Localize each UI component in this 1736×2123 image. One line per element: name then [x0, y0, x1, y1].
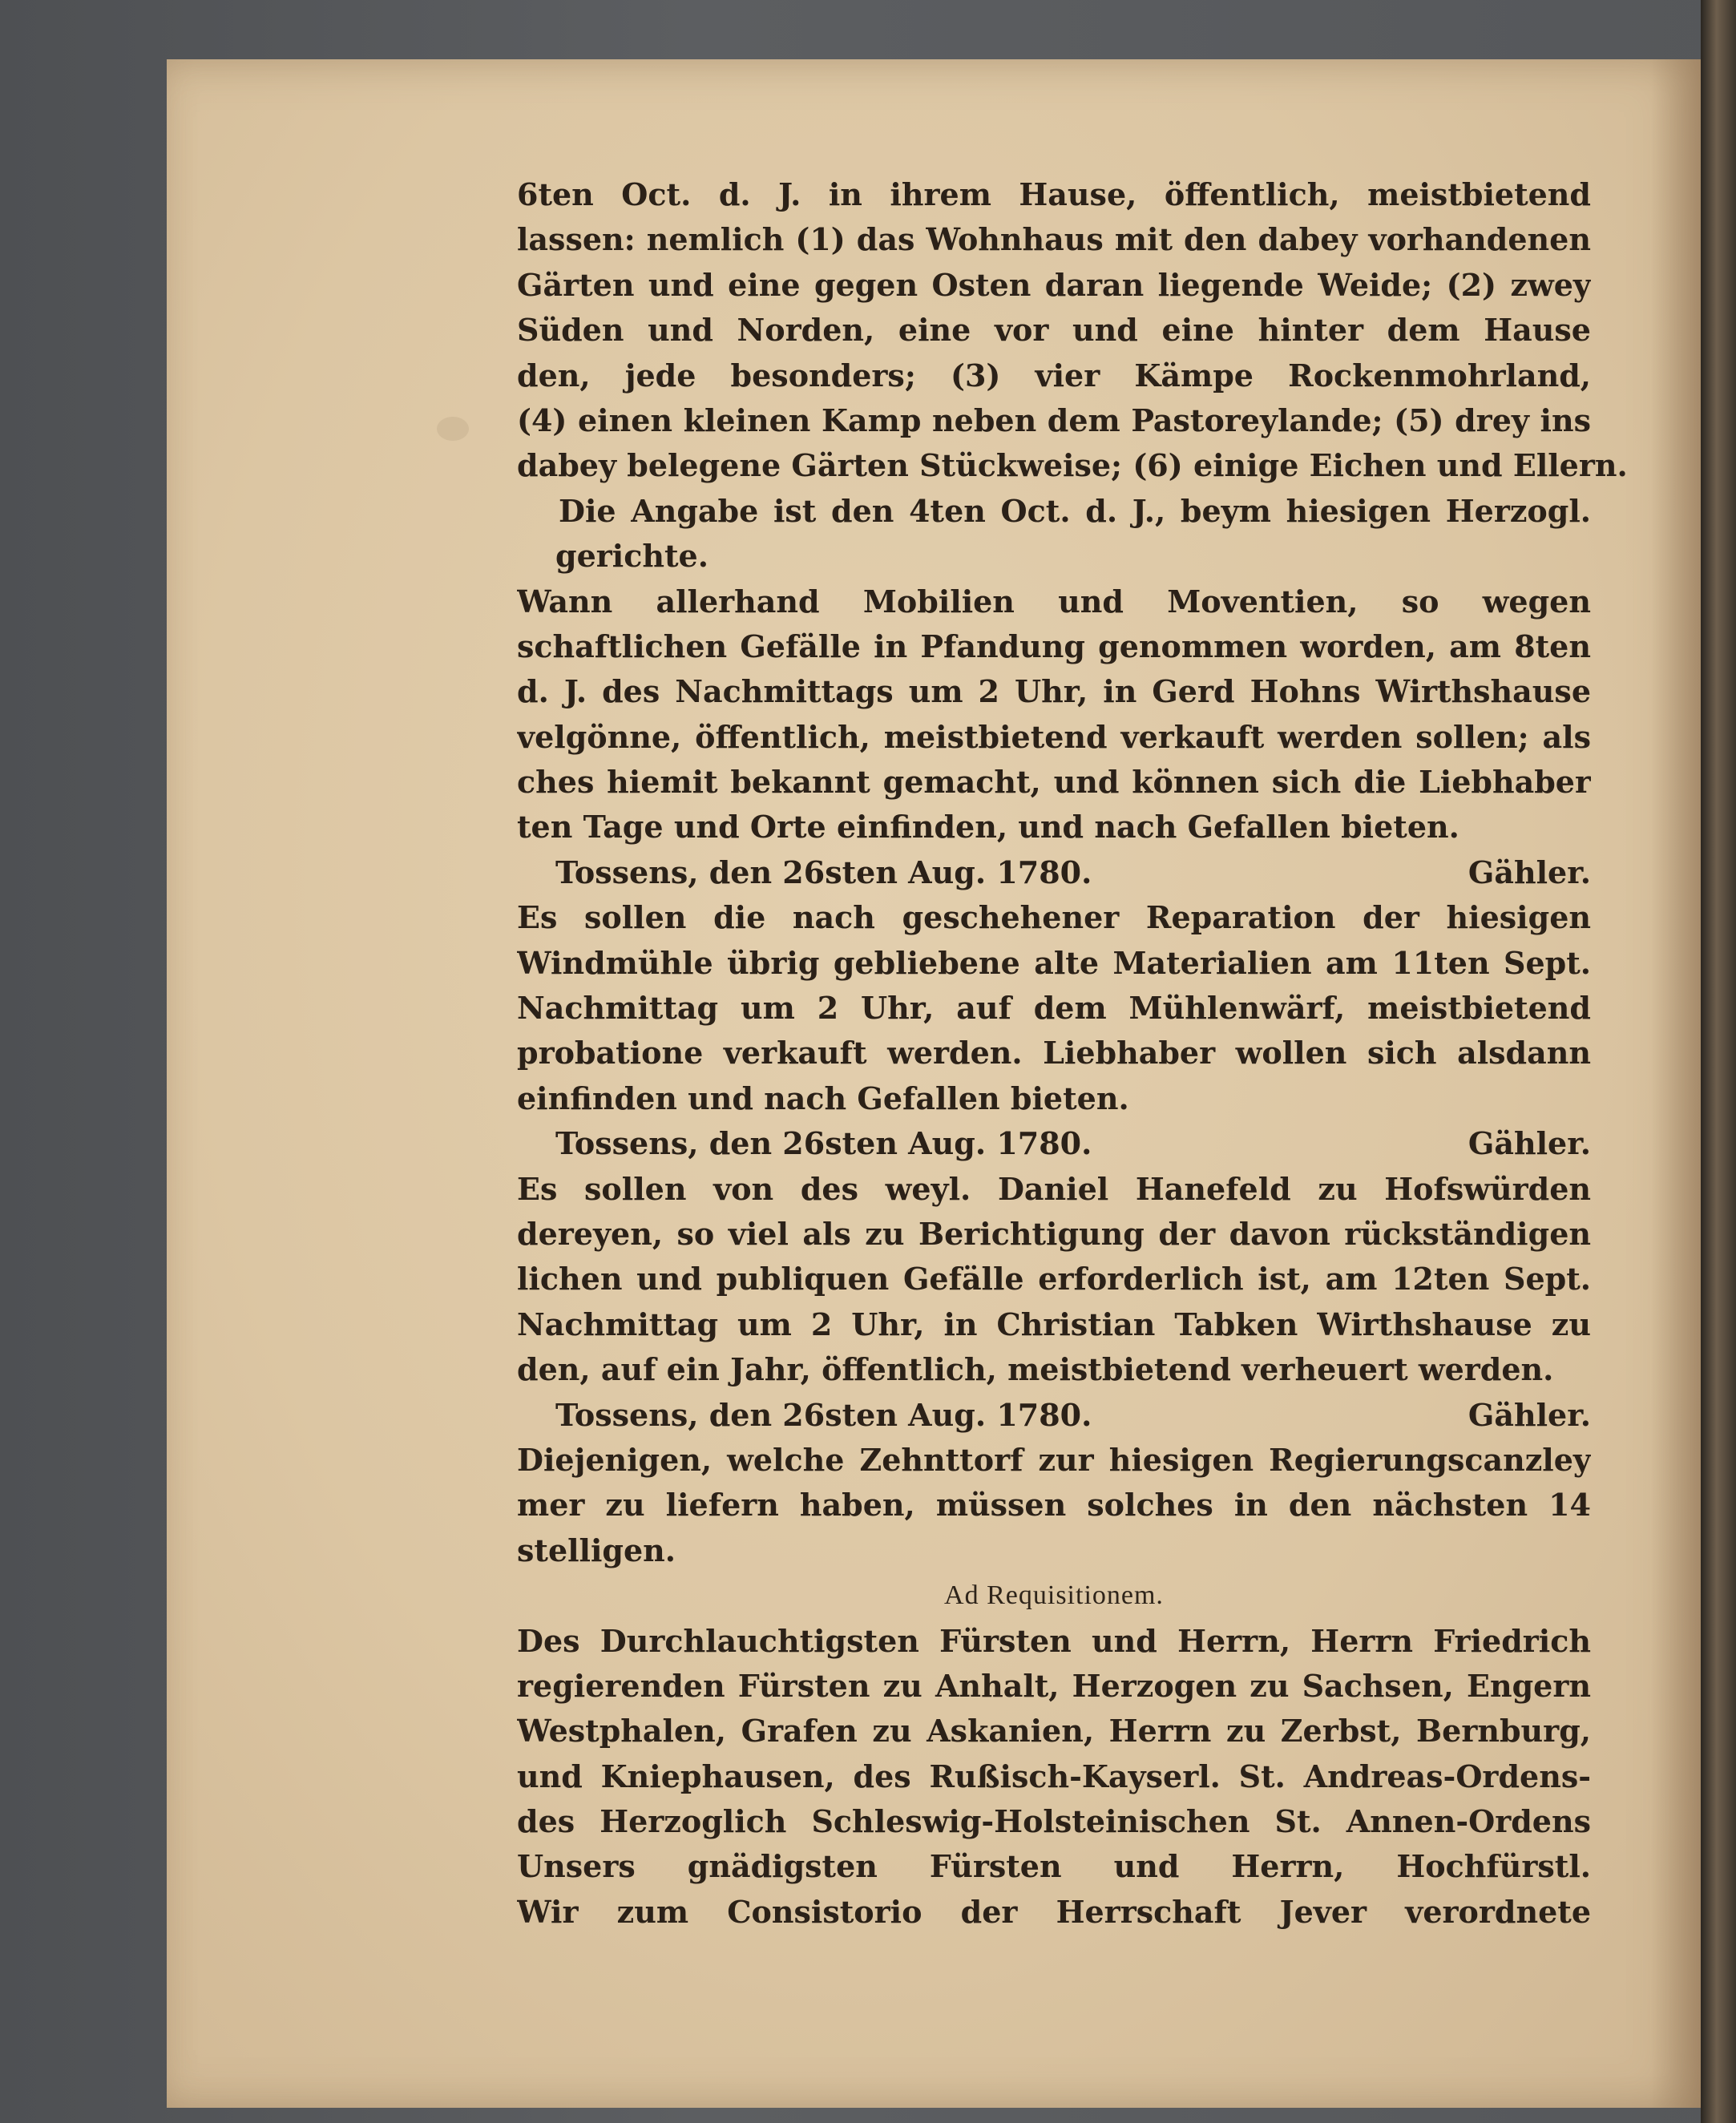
- line-text: Es sollen die nach geschehener Reparation der hiesigen: [517, 899, 1591, 936]
- line-text: Westphalen, Grafen zu Askanien, Herrn zu Zerbst, Bernburg,: [517, 1713, 1591, 1750]
- line-text: probatione verkauft werden. Liebhaber wollen sich alsdann: [517, 1035, 1591, 1072]
- text-line: [517, 1076, 1591, 1121]
- line-text: ches hiemit bekannt gemacht, und können sich die Liebhaber: [517, 764, 1591, 801]
- text-line: [517, 398, 1591, 443]
- line-text: lassen: nemlich (1) das Wohnhaus mit den dabey vorhandenen: [517, 221, 1591, 258]
- line-text: dabey belegene Gärten Stückweise; (6) einige Eichen und Ellern.: [517, 447, 1628, 484]
- line-text: den, jede besonders; (3) vier Kämpe Rockenmohrland,: [517, 357, 1591, 394]
- place-date: Tossens, den 26sten Aug. 1780.: [555, 1396, 1092, 1433]
- line-text: Diejenigen, welche Zehnttorf zur hiesigen Regierungscanzley: [517, 1441, 1591, 1478]
- text-line: [517, 1799, 1591, 1844]
- text-line: [517, 1844, 1591, 1889]
- text-line: [517, 172, 1591, 217]
- place-date: Tossens, den 26sten Aug. 1780.: [555, 854, 1092, 890]
- text-line: [517, 805, 1591, 850]
- line-text: velgönne, öffentlich, meistbietend verkauft werden sollen; als: [517, 718, 1591, 755]
- text-line: [517, 1257, 1591, 1302]
- text-line: [517, 624, 1591, 669]
- line-text: Windmühle übrig gebliebene alte Materialien am 11ten Sept.: [517, 944, 1591, 981]
- line-text: stelligen.: [517, 1532, 676, 1568]
- line-text: Es sollen von des weyl. Daniel Hanefeld zu Hofswürden: [517, 1170, 1591, 1207]
- text-line: [517, 217, 1591, 262]
- line-text: Wann allerhand Mobilien und Moventien, so wegen: [517, 583, 1591, 620]
- line-text: Süden und Norden, eine vor und eine hinter dem Hause: [517, 312, 1591, 349]
- line-text: d. J. des Nachmittags um 2 Uhr, in Gerd Hohns Wirthshause: [517, 673, 1591, 710]
- line-text: des Herzoglich Schleswig-Holsteinischen St. Annen-Ordens: [517, 1803, 1591, 1840]
- text-line: [517, 1031, 1591, 1076]
- document-text-block: [517, 172, 1628, 1935]
- line-text: Wir zum Consistorio der Herrschaft Jever verordnete: [517, 1893, 1591, 1930]
- signature: Gähler.: [1468, 1396, 1591, 1433]
- line-text: Nachmittag um 2 Uhr, auf dem Mühlenwärf, meistbietend: [517, 990, 1591, 1027]
- line-text: mer zu liefern haben, müssen solches in den nächsten 14: [517, 1487, 1591, 1524]
- line-text: lichen und publiquen Gefälle erforderlich ist, am 12ten Sept.: [517, 1261, 1591, 1298]
- text-line: [517, 1302, 1591, 1347]
- numbered-entry-line: [517, 895, 1591, 940]
- line-text: einfinden und nach Gefallen bieten.: [517, 1080, 1129, 1116]
- signature: Gähler.: [1468, 854, 1591, 890]
- text-line: [517, 760, 1591, 805]
- place-date: Tossens, den 26sten Aug. 1780.: [555, 1125, 1092, 1162]
- text-line: [517, 1483, 1591, 1528]
- numbered-entry-line: [517, 1167, 1591, 1212]
- line-text: den, auf ein Jahr, öffentlich, meistbietend verheuert werden.: [517, 1351, 1554, 1388]
- text-line: [517, 353, 1591, 398]
- paper-stain: [437, 417, 469, 441]
- indented-line: [517, 534, 1591, 579]
- signature-line: [517, 850, 1591, 895]
- indented-line: [517, 489, 1591, 534]
- text-line: [517, 669, 1591, 714]
- line-text: (4) einen kleinen Kamp neben dem Pastoreylande; (5) drey ins: [517, 402, 1591, 438]
- text-line: [517, 986, 1591, 1031]
- page-edge-shadow: [1651, 59, 1701, 2108]
- numbered-entry-line: [517, 579, 1591, 624]
- numbered-entry-line: [517, 1438, 1591, 1483]
- line-text: Unsers gnädigsten Fürsten und Herrn, Hochfürstl.: [517, 1848, 1591, 1885]
- line-text: Des Durchlauchtigsten Fürsten und Herrn, Herrn Friedrich: [517, 1622, 1591, 1659]
- line-text: ten Tage und Orte einfinden, und nach Gefallen bieten.: [517, 809, 1459, 846]
- line-text: gerichte.: [555, 538, 709, 575]
- text-line: [517, 715, 1591, 760]
- numbered-entry-line: [517, 1619, 1591, 1664]
- text-line: [517, 1890, 1591, 1935]
- text-line: [517, 1664, 1591, 1709]
- line-text: schaftlichen Gefälle in Pfandung genommen worden, am 8ten: [517, 628, 1591, 664]
- text-line: [517, 1754, 1591, 1799]
- book-spine: [1701, 0, 1736, 2123]
- text-line: [517, 941, 1591, 986]
- line-text: und Kniephausen, des Rußisch-Kayserl. St. Andreas-Ordens-: [517, 1758, 1591, 1794]
- signature-line: [517, 1393, 1591, 1438]
- text-line: [517, 1212, 1591, 1257]
- latin-heading: Ad Requisitionem.: [944, 1580, 1164, 1611]
- line-text: regierenden Fürsten zu Anhalt, Herzogen zu Sachsen, Engern: [517, 1667, 1591, 1704]
- line-text: Die Angabe ist den 4ten Oct. d. J., beym hiesigen Herzogl.: [559, 492, 1591, 529]
- line-text: Gärten und eine gegen Osten daran liegende Weide; (2) zwey: [517, 266, 1591, 303]
- line-text: dereyen, so viel als zu Berichtigung der davon rückständigen: [517, 1215, 1591, 1252]
- text-line: [517, 1347, 1591, 1392]
- line-text: 6ten Oct. d. J. in ihrem Hause, öffentlich, meistbietend: [517, 176, 1591, 212]
- text-line: [517, 443, 1628, 488]
- text-line: [517, 308, 1591, 353]
- text-line: [517, 1709, 1591, 1754]
- line-text: Nachmittag um 2 Uhr, in Christian Tabken Wirthshause zu: [517, 1306, 1591, 1342]
- text-line: [517, 263, 1591, 308]
- signature-line: [517, 1121, 1591, 1166]
- signature: Gähler.: [1468, 1125, 1591, 1162]
- text-line: [517, 1528, 1591, 1573]
